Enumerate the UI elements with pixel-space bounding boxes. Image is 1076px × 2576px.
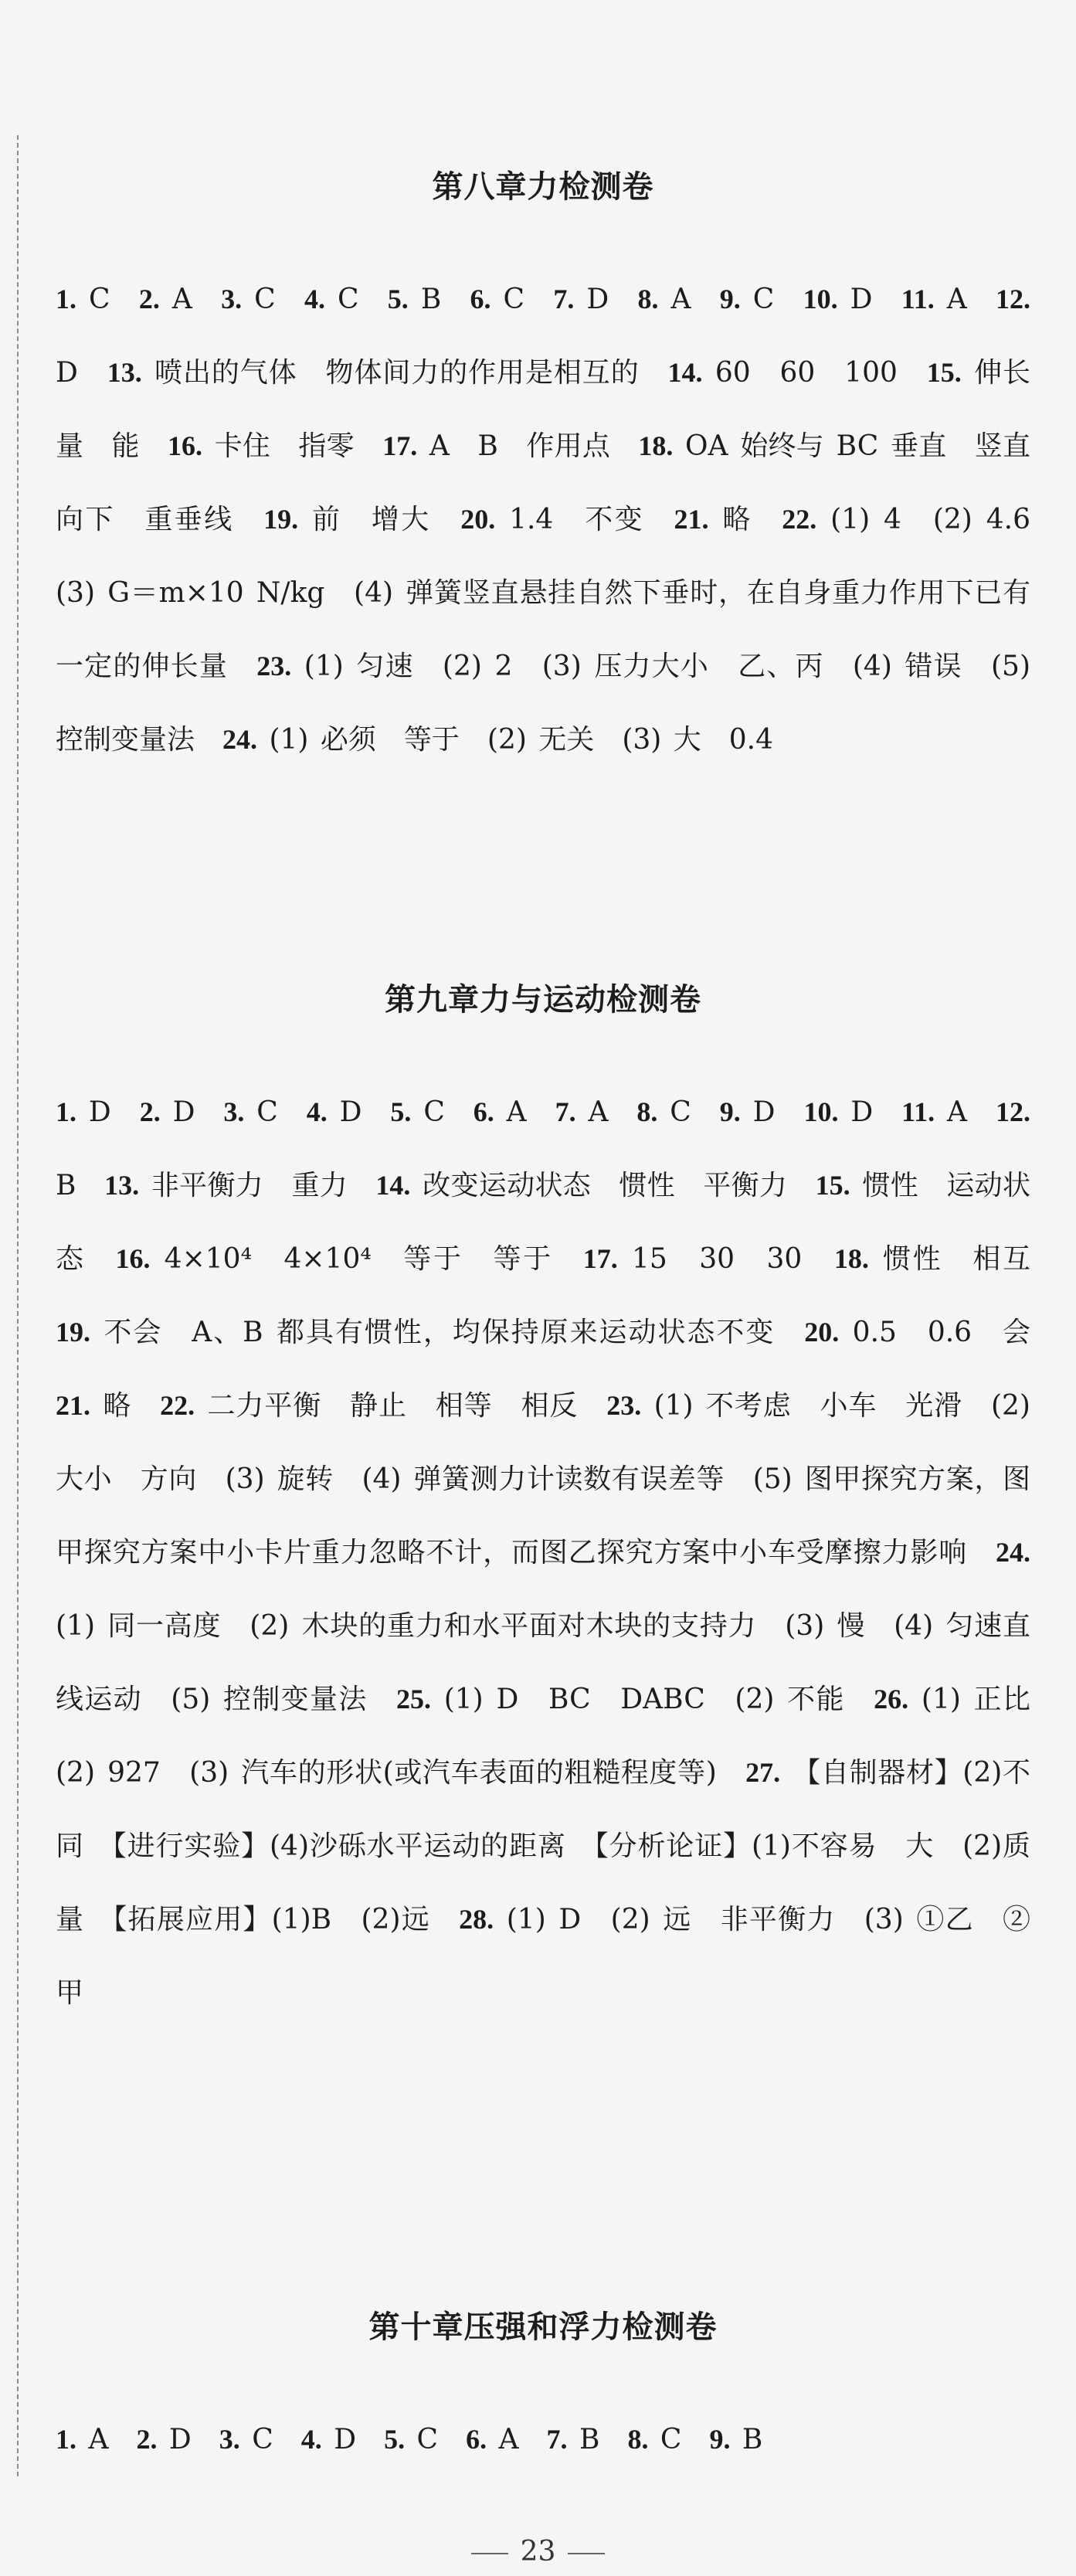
question-number: 6. xyxy=(473,1096,494,1127)
answers-chapter-9: 1. D 2. D 3. C 4. D 5. C 6. A 7. A 8. C 9. D 10. D 11. A 12. B 13. 非平衡力 重力 14. 改变运动状态 惯性 平衡力 15. 惯性 运动状态 16. 4×10⁴ 4×10⁴ 等于 等于 17. 15 30 30 18. 惯性 相互 19. 不会 A、B 都具有惯性，均保持原来运动状态不变 20. 0.5 0.6 会 21. 略 22. 二力平衡 静止 相等 相反 23. (1) 不考虑 小车 光滑 (2) 大小 方向 (3) 旋转 (4) 弹簧测力计读数有误差等 (5) 图甲探究方案，图甲探究方案中小卡片重力忽略不计，而图乙探究方案中小车受摩擦力影响 24. (1) 同一高度 (2) 木块的重力和水平面对木块的支持力 (3) 慢 (4) 匀速直线运动 (5) 控制变量法 25. (1) D BC DABC (2) 不能 26. (1) 正比 (2) 927 (3) 汽车的形状(或汽车表面的粗糙程度等) 27. 【自制器材】(2)不同 【进行实验】(4)沙砾水平运动的距离 【分析论证】(1)不容易 大 (2)质量 【拓展应用】(1)B (2)远 28. (1) D (2) 远 非平衡力 (3) ①乙 ②甲 xyxy=(56,1096,1058,2009)
question-number: 4. xyxy=(304,284,325,314)
page-number: 23 xyxy=(520,2536,556,2568)
question-number: 1. xyxy=(56,284,76,314)
question-number: 22. xyxy=(160,1390,195,1421)
question-number: 8. xyxy=(636,1096,658,1127)
binding-dashed-line xyxy=(17,135,19,2476)
question-number: 11. xyxy=(901,284,935,314)
question-number: 17. xyxy=(382,430,418,461)
question-number: 6. xyxy=(470,284,491,314)
question-number: 4. xyxy=(306,1096,328,1127)
answers-chapter-8: 1. C 2. A 3. C 4. C 5. B 6. C 7. D 8. A 9. C 10. D 11. A 12. D 13. 喷出的气体 物体间力的作用是相互的 14. 60 60 100 15. 伸长量 能 16. 卡住 指零 17. A B 作用点 18. OA 始终与 BC 垂直 竖直向下 重垂线 19. 前 增大 20. 1.4 不变 21. 略 22. (1) 4 (2) 4.6 (3) G＝m×10 N/kg (4) 弹簧竖直悬挂自然下垂时，在自身重力作用下已有一定的伸长量 23. (1) 匀速 (2) 2 (3) 压力大小 乙、丙 (4) 错误 (5) 控制变量法 24. (1) 必须 等于 (2) 无关 (3) 大 0.4 xyxy=(56,284,1058,756)
question-number: 1. xyxy=(56,2424,76,2455)
question-number: 10. xyxy=(803,284,838,314)
question-number: 20. xyxy=(804,1317,840,1347)
question-number: 23. xyxy=(256,651,292,681)
question-number: 28. xyxy=(459,1904,494,1935)
question-number: 20. xyxy=(460,504,496,535)
question-number: 5. xyxy=(387,284,409,314)
question-number: 9. xyxy=(719,1096,741,1127)
question-number: 7. xyxy=(555,1096,576,1127)
question-number: 6. xyxy=(466,2424,487,2455)
question-number: 15. xyxy=(815,1170,850,1201)
question-number: 13. xyxy=(104,1170,140,1201)
question-number: 8. xyxy=(637,284,659,314)
question-number: 11. xyxy=(901,1096,935,1127)
question-number: 3. xyxy=(221,284,243,314)
page-number-footer xyxy=(0,2536,1076,2568)
question-number: 19. xyxy=(56,1317,90,1347)
question-number: 18. xyxy=(833,1243,869,1274)
question-number: 21. xyxy=(674,504,709,535)
question-number: 18. xyxy=(638,430,674,461)
question-number: 12. xyxy=(995,1096,1030,1127)
question-number: 16. xyxy=(115,1243,151,1274)
question-number: 24. xyxy=(222,724,258,755)
question-number: 15. xyxy=(926,357,962,388)
question-number: 9. xyxy=(719,284,741,314)
question-number: 27. xyxy=(745,1757,781,1788)
footer-dash-left xyxy=(471,2553,508,2554)
section-title-chapter-9: 第九章力与运动检测卷 xyxy=(385,981,701,1018)
question-number: 14. xyxy=(667,357,703,388)
question-number: 16. xyxy=(168,430,202,461)
section-title-chapter-8: 第八章力检测卷 xyxy=(432,168,654,205)
question-number: 17. xyxy=(582,1243,618,1274)
footer-dash-right xyxy=(568,2553,605,2554)
question-number: 21. xyxy=(56,1390,90,1421)
question-number: 13. xyxy=(107,357,142,388)
question-number: 24. xyxy=(996,1537,1030,1568)
question-number: 26. xyxy=(874,1684,909,1715)
question-number: 12. xyxy=(996,284,1031,314)
question-number: 25. xyxy=(395,1684,431,1715)
question-number: 10. xyxy=(803,1096,839,1127)
question-number: 19. xyxy=(263,504,299,535)
answers-chapter-10: 1. A 2. D 3. C 4. D 5. C 6. A 7. B 8. C 9. B xyxy=(56,2424,763,2455)
question-number: 4. xyxy=(300,2424,322,2455)
question-number: 5. xyxy=(384,2424,406,2455)
question-number: 5. xyxy=(390,1096,412,1127)
question-number: 3. xyxy=(219,2424,240,2455)
question-number: 3. xyxy=(223,1096,245,1127)
section-title-chapter-10: 第十章压强和浮力检测卷 xyxy=(368,2309,718,2345)
question-number: 9. xyxy=(709,2424,731,2455)
question-number: 7. xyxy=(553,284,575,314)
question-number: 14. xyxy=(375,1170,411,1201)
question-number: 23. xyxy=(606,1390,642,1421)
question-number: 8. xyxy=(627,2424,649,2455)
question-number: 2. xyxy=(136,2424,158,2455)
question-number: 1. xyxy=(56,1096,76,1127)
question-number: 2. xyxy=(139,1096,161,1127)
question-number: 2. xyxy=(138,284,160,314)
question-number: 22. xyxy=(782,504,817,535)
question-number: 7. xyxy=(546,2424,568,2455)
